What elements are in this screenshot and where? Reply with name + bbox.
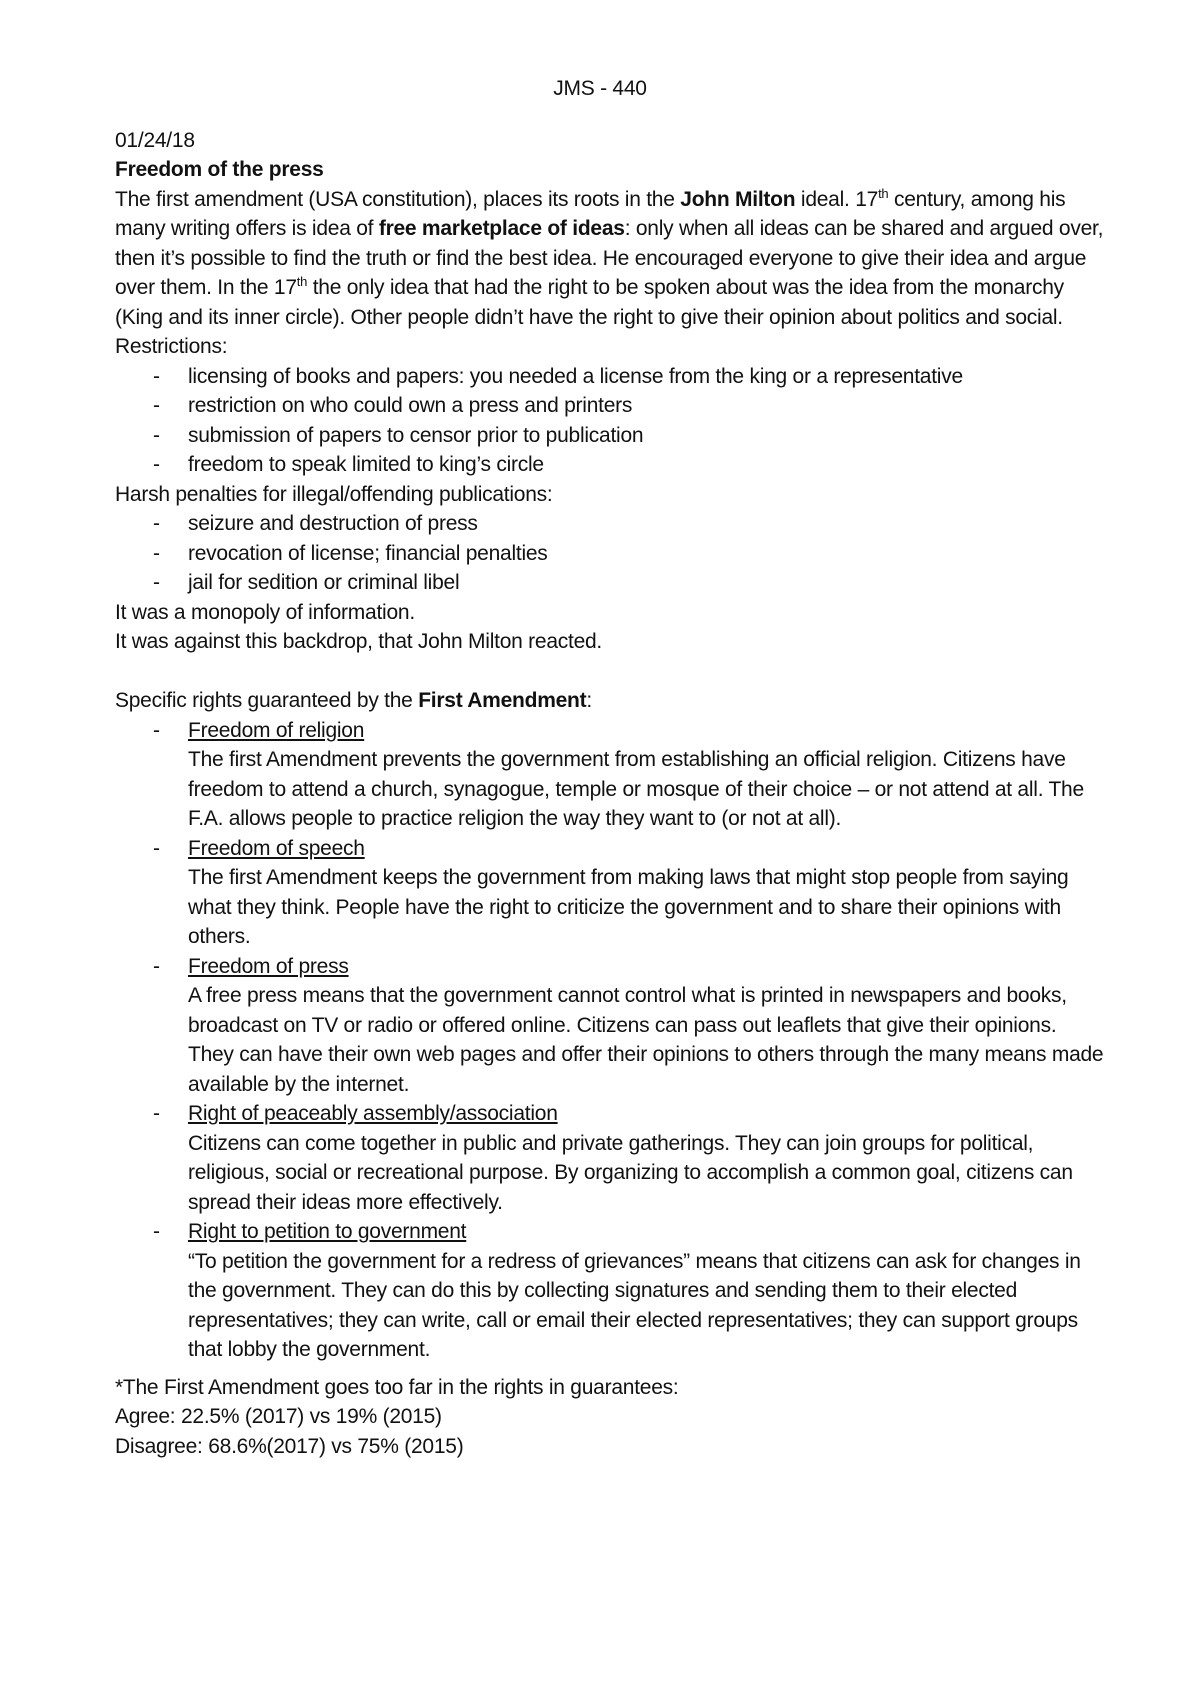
list-item-text: revocation of license; financial penalties <box>188 541 548 565</box>
intro-text-3: century, among his many writing offers is idea of <box>115 187 1066 240</box>
dash-bullet: - <box>153 718 160 742</box>
list-item <box>115 421 1105 451</box>
list-item-text: jail for sedition or criminal libel <box>188 571 460 594</box>
rights-list <box>115 716 1105 1365</box>
survey-agree: Agree: 22.5% (2017) vs 19% (2015) <box>115 1405 442 1428</box>
right-item-assembly <box>115 1099 1105 1217</box>
right-item-religion <box>115 716 1105 834</box>
dash-bullet: - <box>153 1220 160 1243</box>
intro-text-1: The first amendment (USA constitution), places its roots in the <box>115 187 681 211</box>
right-description: “To petition the government for a redress of grievances” means that citizens can ask for changes in the government. They can do this by collecting signatures and sending them to their elected representatives; they can write, call or email their elected representatives; they can support groups that lobby the government. <box>188 1249 1081 1361</box>
right-item-petition <box>115 1217 1105 1365</box>
right-item-speech <box>115 834 1105 952</box>
monopoly-line: It was a monopoly of information. <box>115 600 415 624</box>
list-item-text: submission of papers to censor prior to publication <box>188 423 644 447</box>
dash-bullet: - <box>153 394 160 417</box>
dash-bullet: - <box>153 836 160 860</box>
document-page <box>115 74 1105 1461</box>
note-date: 01/24/18 <box>115 128 195 152</box>
list-item-text: restriction on who could own a press and printers <box>188 394 633 417</box>
superscript-th-1: th <box>878 185 889 201</box>
penalties-list <box>115 509 1105 598</box>
dash-bullet: - <box>153 512 160 535</box>
survey-question: *The First Amendment goes too far in the rights in guarantees: <box>115 1375 679 1399</box>
dash-bullet: - <box>153 423 160 447</box>
right-title: Freedom of religion <box>188 718 365 742</box>
right-item-press <box>115 952 1105 1100</box>
list-item <box>115 450 1105 480</box>
rights-intro-colon: : <box>586 689 592 712</box>
right-title: Freedom of press <box>188 954 349 978</box>
dash-bullet: - <box>153 541 160 565</box>
right-description: The first Amendment prevents the government from establishing an official religion. Citizens have freedom to attend a church, synagogue, temple or mosque of their choice – or not attend at all. The F.A. allows people to practice religion the way they want to (or not at all). <box>188 748 1084 830</box>
intro-text-2: ideal. 17 <box>795 187 879 211</box>
list-item <box>115 362 1105 392</box>
dash-bullet: - <box>153 954 160 978</box>
list-item <box>115 568 1105 598</box>
dash-bullet: - <box>153 453 160 476</box>
rights-intro-text: Specific rights guaranteed by the <box>115 689 419 712</box>
list-item-text: seizure and destruction of press <box>188 512 478 535</box>
dash-bullet: - <box>153 571 160 594</box>
paragraph-gap <box>115 1365 1105 1373</box>
penalties-heading: Harsh penalties for illegal/offending publications: <box>115 482 553 506</box>
right-title: Right to petition to government <box>188 1220 467 1243</box>
free-marketplace-bold: free marketplace of ideas <box>378 217 625 240</box>
restrictions-list <box>115 362 1105 480</box>
first-amendment-bold: First Amendment <box>418 689 587 712</box>
john-milton-bold: John Milton <box>680 187 796 211</box>
right-title: Freedom of speech <box>188 836 365 860</box>
right-title: Right of peaceably assembly/association <box>188 1102 558 1125</box>
page-header: JMS - 440 <box>553 77 647 100</box>
intro-text-5: the only idea that had the right to be spoken about was the idea from the monarchy (King and its inner circle). Other people didn’t have the right to give their opinion about politics and social. Restrictions: <box>115 276 1064 358</box>
dash-bullet: - <box>153 1102 160 1125</box>
right-description: Citizens can come together in public and private gatherings. They can join groups for political, religious, social or recreational purpose. By organizing to accomplish a common goal, citizens can spread their ideas more effectively. <box>188 1131 1073 1214</box>
superscript-th-2: th <box>296 274 308 289</box>
blank-line <box>115 657 1105 687</box>
dash-bullet: - <box>153 364 160 388</box>
section-title: Freedom of the press <box>115 158 324 181</box>
survey-disagree: Disagree: 68.6%(2017) vs 75% (2015) <box>115 1434 464 1458</box>
list-item-text: licensing of books and papers: you needed a license from the king or a representative <box>188 364 963 388</box>
list-item <box>115 509 1105 539</box>
list-item-text: freedom to speak limited to king’s circle <box>188 453 544 476</box>
right-description: A free press means that the government cannot control what is printed in newspapers and books, broadcast on TV or radio or offered online. Citizens can pass out leaflets that give their opinions. They can have their own web pages and offer their opinions to others through the many means made available by the internet. <box>188 984 1104 1096</box>
intro-paragraph <box>115 185 1105 362</box>
backdrop-line: It was against this backdrop, that John Milton reacted. <box>115 630 603 653</box>
rights-intro <box>115 686 1105 716</box>
list-item <box>115 539 1105 569</box>
list-item <box>115 391 1105 421</box>
right-description: The first Amendment keeps the government from making laws that might stop people from saying what they think. People have the right to criticize the government and to share their opinions with others. <box>188 866 1069 948</box>
intro-text-4: : only when all ideas can be shared and argued over, then it’s possible to find the truth or find the best idea. He encouraged everyone to give their idea and argue over them. In the 17 <box>115 217 1104 299</box>
